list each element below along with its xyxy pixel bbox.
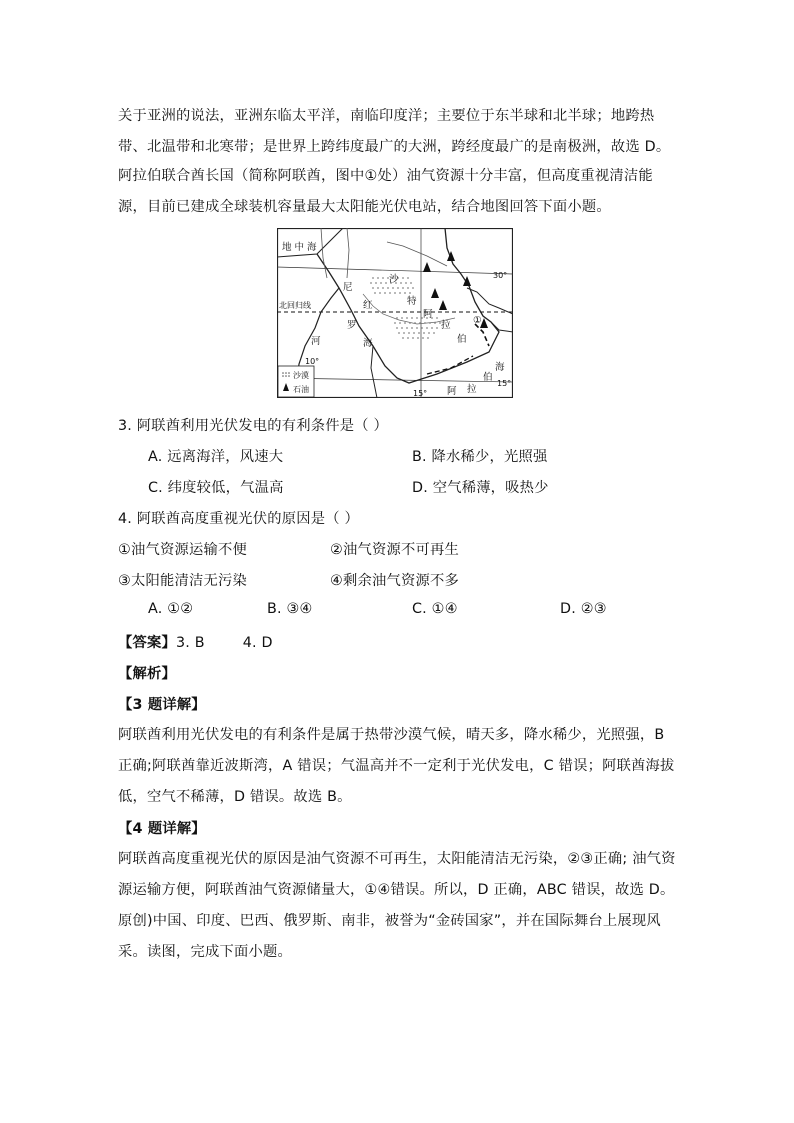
svg-text:罗: 罗 [347,320,357,331]
svg-text:30°: 30° [493,271,508,280]
svg-text:伯: 伯 [457,334,467,345]
q4-option-d[interactable]: D. ②③ [560,601,607,617]
q3-detail-text: 阿联酋利用光伏发电的有利条件是属于热带沙漠气候，晴天多，降水稀少，光照强，B 正确;阿联酋靠近波斯湾，A 错误；气温高并不一定利于光伏发电，C 错误；阿联酋海拔低，空气不稀薄，D 错误。故选 B。 [118,727,675,805]
svg-text:①: ① [473,315,482,326]
svg-text:10°: 10° [305,357,320,366]
uae-context-paragraph: 阿拉伯联合酋长国（简称阿联酋，图中①处）油气资源十分丰富，但高度重视清洁能源，目前已建成全球装机容量最大太阳能光伏电站，结合地图回答下面小题。 [118,168,653,215]
svg-text:15°: 15° [413,389,428,398]
svg-text:拉: 拉 [467,384,477,395]
svg-text:石油: 石油 [293,385,309,394]
q4-item-3: ③太阳能清洁无污染 [118,573,247,589]
svg-text:沙: 沙 [389,274,399,285]
svg-text:地 中 海: 地 中 海 [282,242,317,253]
q3-option-b[interactable]: B. 降水稀少，光照强 [412,449,548,465]
svg-text:特: 特 [407,296,417,307]
svg-text:海: 海 [363,338,373,349]
svg-text:河: 河 [311,336,321,347]
answer-label: 【答案】 [118,635,176,651]
arabian-peninsula-map [277,228,513,398]
q3-detail-heading: 【3 题详解】 [118,697,206,713]
asia-explanation-paragraph: 关于亚洲的说法，亚洲东临太平洋，南临印度洋；主要位于东半球和北半球；地跨热带、北温带和北寒带；是世界上跨纬度最广的大洲，跨经度最广的是南极洲，故选 D。 [118,108,671,155]
uae-map-figure [277,228,513,398]
svg-text:尼: 尼 [343,282,353,293]
q4-item-1: ①油气资源运输不便 [118,542,247,558]
question-3-stem: 3. 阿联酋利用光伏发电的有利条件是（ ） [118,418,388,434]
answer-line [118,632,273,652]
answer-text: 3. B 4. D [176,635,273,651]
q4-option-c[interactable]: C. ①④ [412,601,458,617]
svg-text:沙漠: 沙漠 [293,371,309,380]
svg-text:阿: 阿 [423,309,433,320]
svg-text:15°: 15° [497,379,512,388]
svg-text:伯: 伯 [483,372,493,383]
svg-text:拉: 拉 [441,320,451,331]
q4-option-a[interactable]: A. ①② [148,601,194,617]
svg-text:阿: 阿 [447,386,457,397]
q4-detail-text: 阿联酋高度重视光伏的原因是油气资源不可再生，太阳能清洁无污染，②③正确; 油气资源运输方便，阿联酋油气资源储量大，①④错误。所以，D 正确，ABC 错误，故选 D。 [118,851,676,898]
original-note-paragraph: 原创)中国、印度、巴西、俄罗斯、南非，被誉为“金砖国家”，并在国际舞台上展现风采。读图，完成下面小题。 [118,913,661,960]
q4-detail-heading: 【4 题详解】 [118,821,206,837]
question-4-stem: 4. 阿联酋高度重视光伏的原因是（ ） [118,511,359,527]
q4-option-b[interactable]: B. ③④ [267,601,313,617]
q3-option-a[interactable]: A. 远离海洋，风速大 [148,449,284,465]
q3-option-d[interactable]: D. 空气稀薄，吸热少 [412,480,549,496]
svg-text:北回归线: 北回归线 [279,301,311,310]
q4-item-2: ②油气资源不可再生 [330,542,459,558]
analysis-label: 【解析】 [118,666,176,682]
svg-text:海: 海 [495,362,505,373]
q3-option-c[interactable]: C. 纬度较低，气温高 [148,480,284,496]
q4-item-4: ④剩余油气资源不多 [330,573,459,589]
svg-text:红: 红 [363,300,373,311]
